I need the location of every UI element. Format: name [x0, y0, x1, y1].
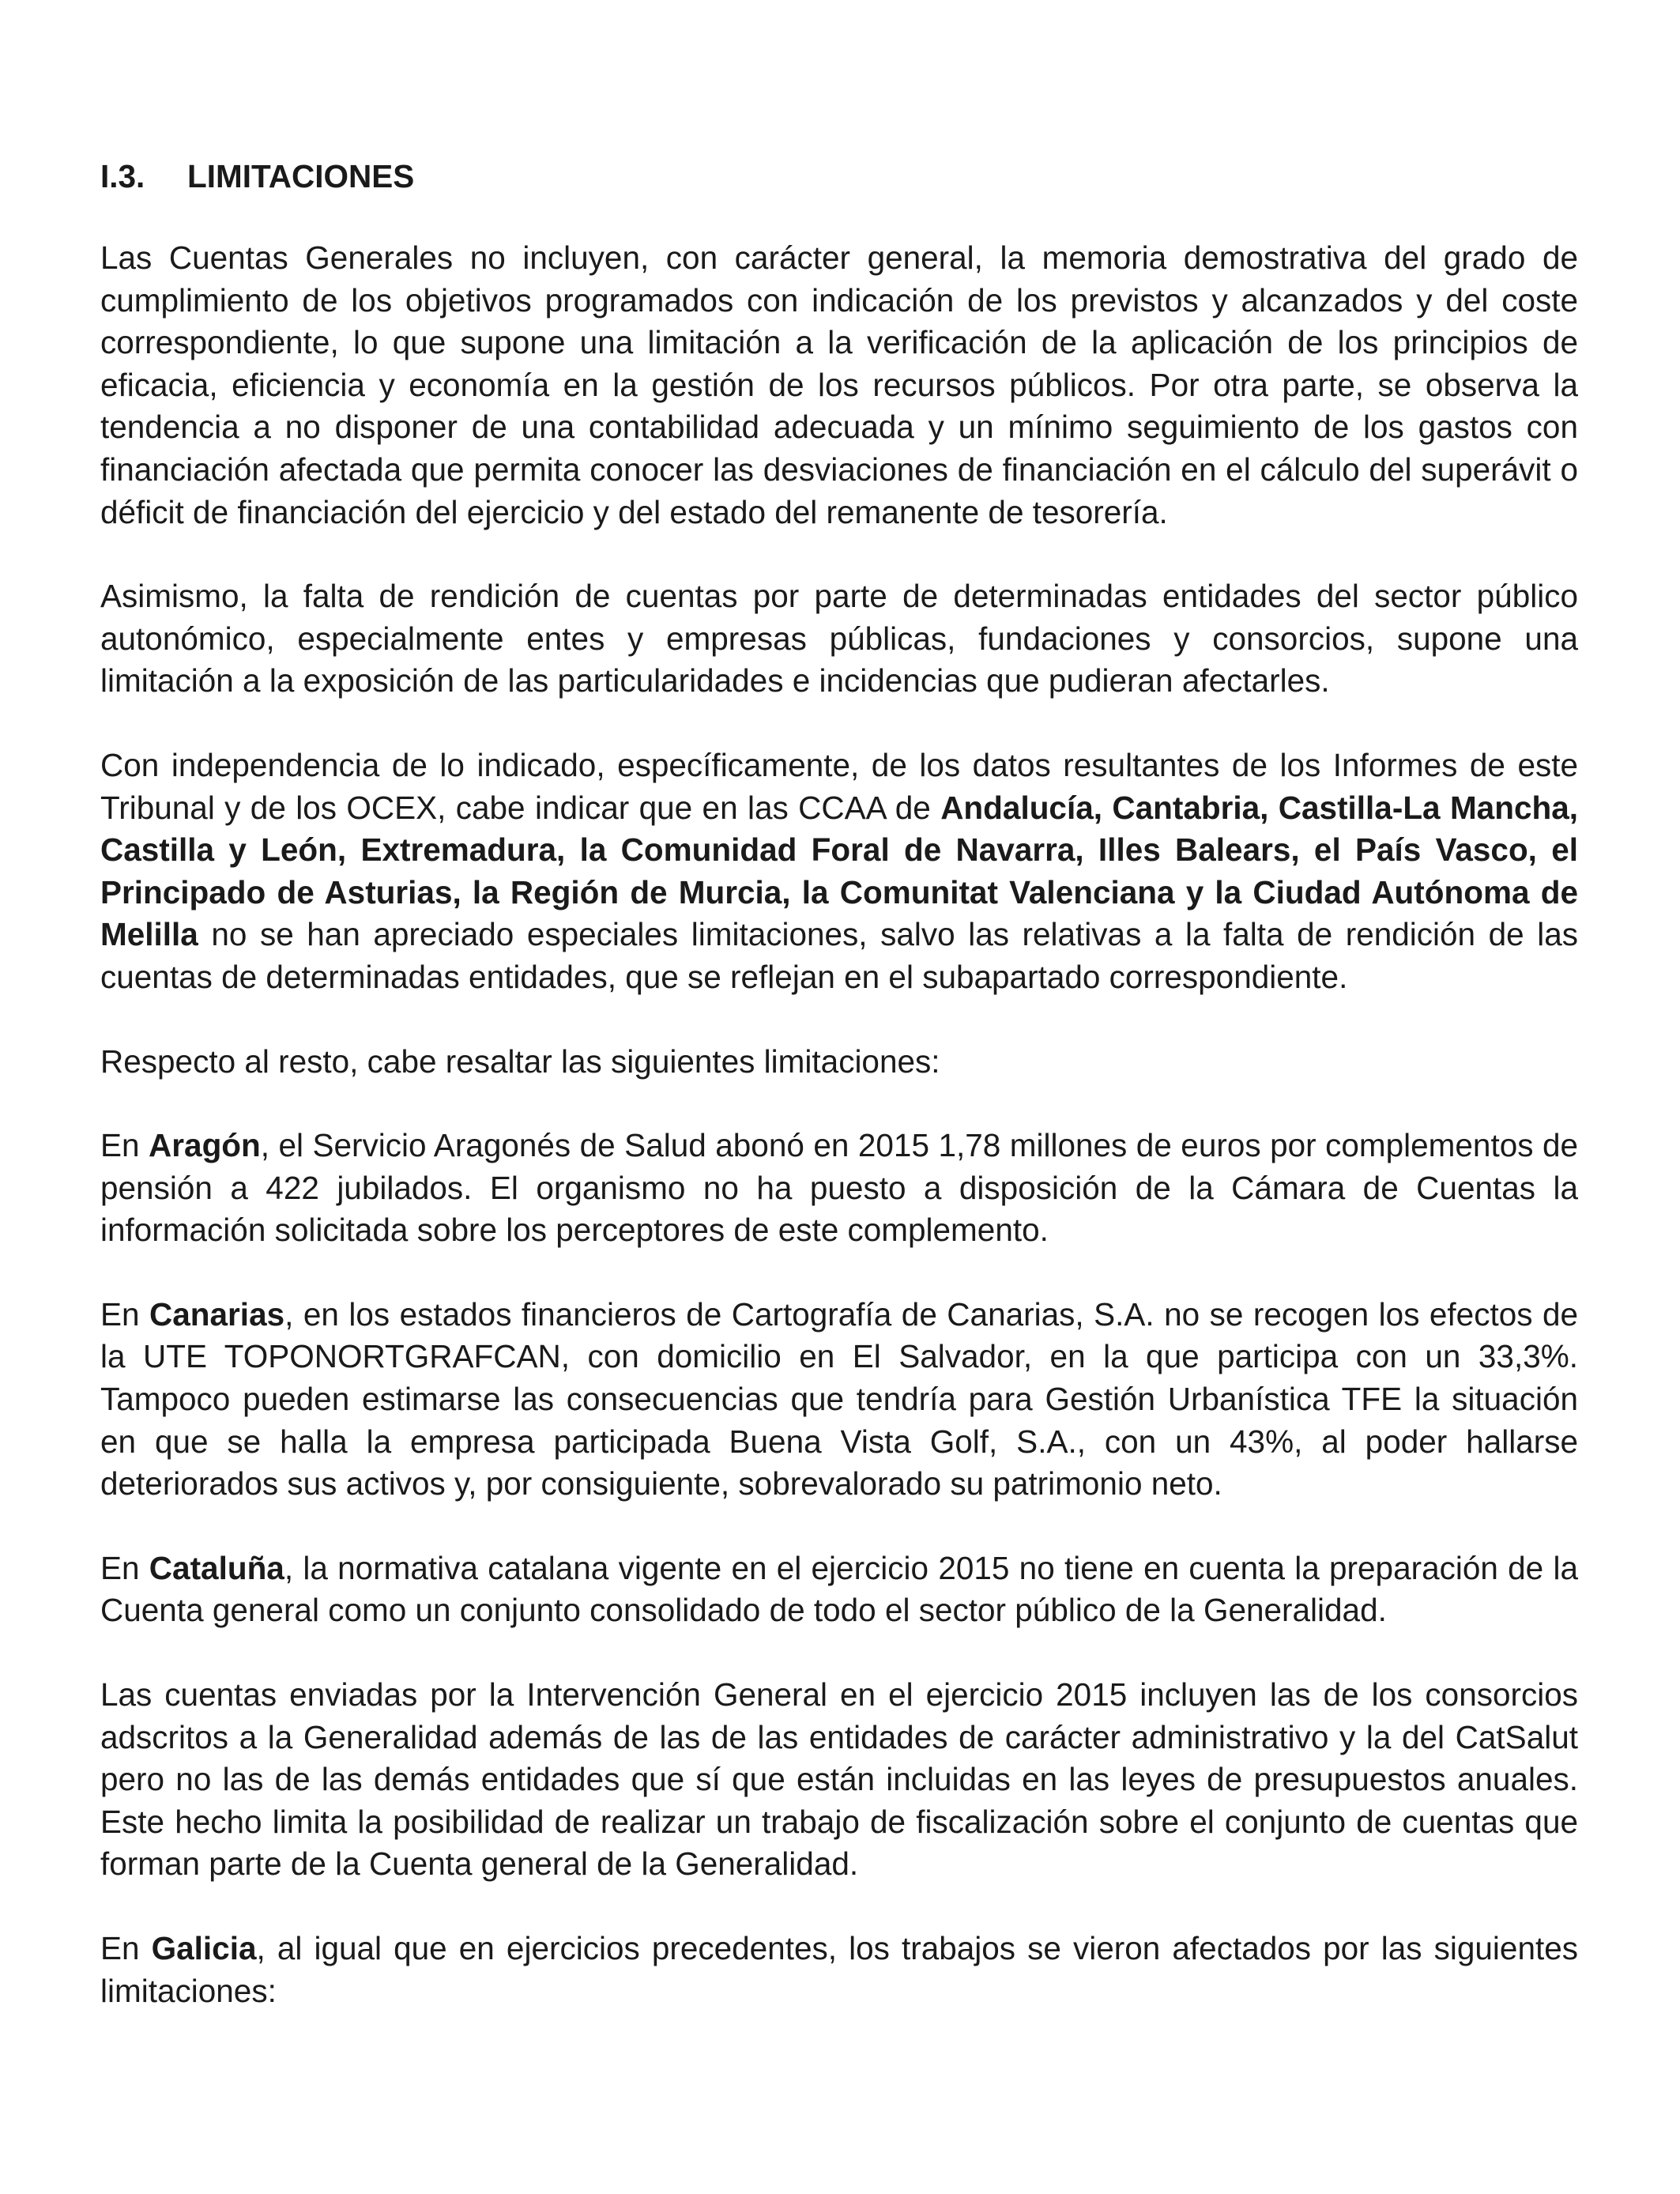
paragraph-rendition-limitations: Asimismo, la falta de rendición de cuentas por parte de determinadas entidades del sector público autonómico, especialmente entes y empresas públicas, fundaciones y consorcios, supone una limitación a la exposición de las particularidades e incidencias que pudieran afectarles. [100, 578, 1578, 699]
section-number: I.3. [100, 158, 145, 194]
paragraph-aragon [100, 1125, 1578, 1252]
paragraph-text: , en los estados financieros de Cartografía de Canarias, S.A. no se recogen los efectos de la UTE TOPONORTGRAFCAN, con domicilio en El Salvador, en la que participa con un 33,3%. Tampoco pueden estimarse las consecuencias que tendría para Gestión Urbanística TFE la situación en que se halla la empresa participada Buena Vista Golf, S.A., con un 43%, al poder hallarse deteriorados sus activos y, por consiguiente, sobrevalorado su patrimonio neto. [100, 1295, 1578, 1502]
region-name: Cataluña [149, 1549, 284, 1586]
section-title: LIMITACIONES [187, 158, 415, 194]
paragraph-galicia [100, 1928, 1578, 2012]
paragraph-text: , al igual que en ejercicios precedentes, los trabajos se vieron afectados por las siguientes limitaciones: [100, 1930, 1578, 2009]
paragraph-text: Con independencia de lo indicado, específicamente, de los datos resultantes de los Informes de este Tribunal y de los OCEX, cabe indicar que en las CCAA de [100, 746, 1578, 826]
paragraph-text: En [100, 1127, 149, 1164]
paragraph-text: , el Servicio Aragonés de Salud abonó en 2015 1,78 millones de euros por complementos de pensión a 422 jubilados. El organismo no ha puesto a disposición de la Cámara de Cuentas la información solicitada sobre los perceptores de este complemento. [100, 1127, 1579, 1249]
paragraph-text: En [100, 1295, 150, 1333]
region-name: Aragón [149, 1127, 261, 1164]
section-heading [100, 155, 1578, 198]
paragraph-text: no se han apreciado especiales limitaciones, salvo las relativas a la falta de rendición de las cuentas de determinadas entidades, que se reflejan en el subapartado correspondiente. [100, 916, 1578, 995]
paragraph-intro-rest: Respecto al resto, cabe resaltar las siguientes limitaciones: [100, 1042, 940, 1080]
region-name: Galicia [151, 1930, 257, 1966]
paragraph-canarias [100, 1294, 1578, 1506]
paragraph-text: En [100, 1549, 149, 1586]
paragraph-general-limitations: Las Cuentas Generales no incluyen, con carácter general, la memoria demostrativa del grado de cumplimiento de los objetivos programados con indicación de los previstos y alcanzados y del coste correspondiente, lo que supone una limitación a la verificación de la aplicación de los principios de eficacia, eficiencia y economía en la gestión de los recursos públicos. Por otra parte, se observa la tendencia a no disponer de una contabilidad adecuada y un mínimo seguimiento de los gastos con financiación afectada que permita conocer las desviaciones de financiación en el cálculo del superávit o déficit de financiación del ejercicio y del estado del remanente de tesorería. [100, 239, 1578, 530]
regions-list: Andalucía, Cantabria, Castilla-La Mancha, Castilla y León, Extremadura, la Comunidad Foral de Navarra, Illes Balears, el País Vasco, el Principado de Asturias, la Región de Murcia, la Comunitat Valenciana y la Ciudad Autónoma de Melilla [100, 789, 1578, 953]
paragraph-text: En [100, 1930, 152, 1966]
region-name: Canarias [149, 1295, 285, 1333]
document-page [100, 155, 1578, 2012]
paragraph-cataluna-accounts: Las cuentas enviadas por la Intervención General en el ejercicio 2015 incluyen las de los consorcios adscritos a la Generalidad además de las de las entidades de carácter administrativo y la del CatSalut pero no las de las demás entidades que sí que están incluidas en las leyes de presupuestos anuales. Este hecho limita la posibilidad de realizar un trabajo de fiscalización sobre el conjunto de cuentas que forman parte de la Cuenta general de la Generalidad. [100, 1676, 1578, 1883]
paragraph-cataluna [100, 1547, 1578, 1632]
paragraph-text: , la normativa catalana vigente en el ejercicio 2015 no tiene en cuenta la preparación de la Cuenta general como un conjunto consolidado de todo el sector público de la Generalidad. [100, 1549, 1578, 1629]
paragraph-regions-without-limitations [100, 745, 1578, 999]
